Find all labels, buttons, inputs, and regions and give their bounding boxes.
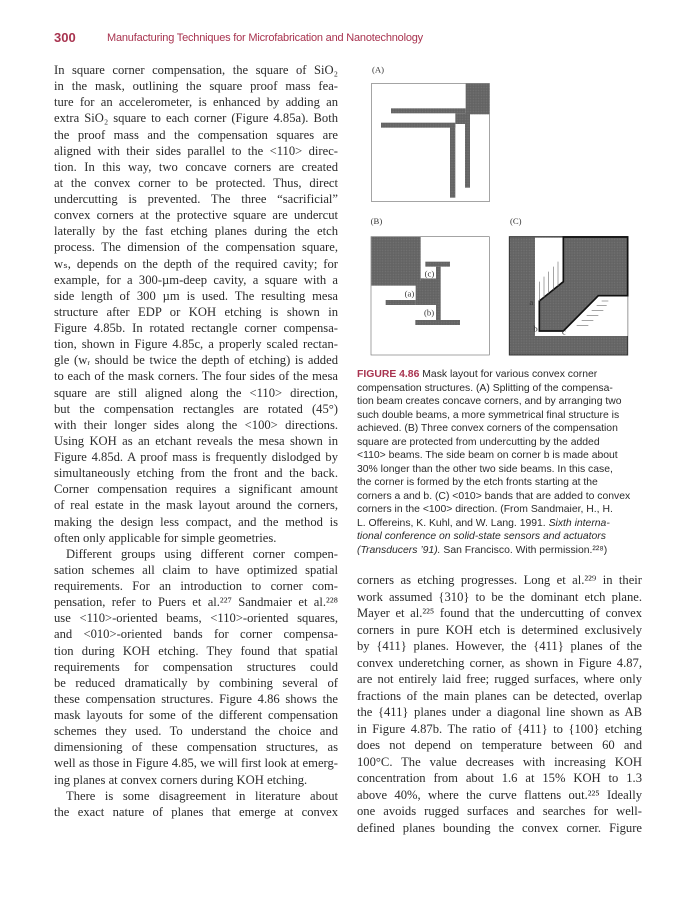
text-line: Mayer et al.²²⁵ found that the undercutting of convex bbox=[357, 606, 642, 620]
panel-b bbox=[371, 216, 490, 355]
text-line: In square corner compensation, the square of SiO₂ bbox=[54, 63, 338, 77]
caption-line: the corner is formed by the etch fronts starting at the bbox=[357, 477, 598, 488]
caption-line: compensation structures. (A) Splitting of the compensa- bbox=[357, 382, 613, 394]
label-a: (a) bbox=[404, 288, 415, 299]
text-line: one avoids rugged surfaces and searches for well- bbox=[357, 804, 642, 818]
text-line: Corner compensation requires a significant amount bbox=[54, 482, 338, 497]
caption-line: L. Offereins, K. Kuhl, and W. Lang. 1991. bbox=[357, 517, 549, 529]
figure-label: FIGURE 4.86 bbox=[357, 369, 420, 380]
text-line: schemes they used. To understand the choice and bbox=[54, 724, 338, 739]
label-c: (c) bbox=[424, 268, 435, 279]
text-line: often only applicable for simple geometries. bbox=[54, 530, 277, 545]
caption-line: achieved. (B) Three convex corners of the compensation bbox=[357, 423, 618, 434]
panel-c bbox=[509, 216, 627, 355]
page-number: 300 bbox=[54, 30, 76, 45]
text-line: undercutting is prevented. The three “sacrificial” bbox=[54, 192, 338, 206]
text-line: the exact nature of planes that emerge at convex bbox=[54, 804, 338, 819]
panel-label-a: (A) bbox=[372, 64, 385, 75]
running-title: Manufacturing Techniques for Microfabrication and Nanotechnology bbox=[107, 32, 423, 44]
caption-line: tion beam creates concave corners, and by arranging two bbox=[357, 396, 622, 407]
text-line: wₛ, depends on the depth of the required cavity; for bbox=[54, 256, 338, 271]
text-line: tion during KOH etching. They found that spatial bbox=[54, 643, 338, 658]
text-line: with their longer sides along the <100> directions. bbox=[54, 417, 338, 432]
text-line: in the mask, outlining the square proof mass fea- bbox=[54, 79, 338, 94]
text-line: dimensioning of these compensation structures, as bbox=[54, 740, 338, 755]
text-line: are not entirely laid free; rugged surfaces, where only bbox=[357, 672, 642, 686]
label-b: (b) bbox=[424, 307, 435, 318]
text-line: the proof mass and the compensation squares are bbox=[54, 127, 338, 142]
text-line: of real estate in the mask layout around the corners, bbox=[54, 498, 338, 513]
text-line: concentration from about 1.6 at 15% KOH to 1.3 bbox=[357, 771, 642, 785]
text-line: above 40%, where the curve flattens out.²²⁵ Ideally bbox=[357, 787, 642, 802]
text-line: Figure 4.85d. A proof mass is frequently dislodged by bbox=[54, 450, 338, 464]
text-line: structure after EDP or KOH etching is shown in bbox=[54, 304, 338, 319]
text-line: requirements for compensation structures could bbox=[54, 659, 338, 674]
figure-4-86 bbox=[350, 55, 650, 360]
panel-a bbox=[372, 64, 490, 201]
text-line: to each of the mask corners. The four sides of the mesa bbox=[54, 369, 338, 384]
caption-line: corners in the <100> direction. (From Sandmaier, H., H. bbox=[357, 504, 613, 515]
text-line: 100°C. The value decreases with increasing KOH bbox=[357, 754, 642, 769]
text-line: these compensation structures. Figure 4.86 shows the bbox=[54, 691, 338, 706]
panel-label-b: (B) bbox=[370, 216, 383, 226]
text-line: aligned with their sides parallel to the <110> direc- bbox=[54, 143, 338, 158]
text-line: extra SiO₂ square to each corner (Figure 4.85a). Both bbox=[54, 111, 338, 126]
caption-citation-title: (Transducers ’91). bbox=[357, 544, 441, 556]
text-line: Figure 4.85b. In rotated rectangle corner compensa- bbox=[54, 321, 338, 335]
text-line: by {411} planes. However, the {411} planes of the bbox=[357, 639, 642, 653]
text-line: tion, shown in Figure 4.85c, a properly scaled rectan- bbox=[54, 337, 338, 352]
text-line: example, for a 300-µm-deep cavity, a square with a bbox=[54, 272, 338, 287]
caption-line: Mask layout for various convex corner bbox=[419, 369, 598, 380]
text-line: convex corners at the protective square are undercut bbox=[54, 208, 338, 223]
caption-line: square are protected from undercutting by the added bbox=[357, 436, 600, 448]
text-line: making the design less compact, and the method is bbox=[54, 514, 338, 529]
text-line: There is some disagreement in literature about bbox=[66, 788, 338, 803]
text-line: simultaneously etching from the front and the back. bbox=[54, 466, 338, 481]
text-line: Using KOH as an etchant reveals the mesa shown in bbox=[54, 433, 338, 448]
text-line: ing planes at convex corners during KOH etching. bbox=[54, 772, 308, 787]
text-line: corners in pure KOH etch is determined exclusively bbox=[357, 622, 642, 637]
text-line: convex underetching corner, as shown in Figure 4.87, bbox=[357, 655, 642, 670]
c-label-c: c bbox=[562, 326, 566, 337]
caption-line: such double beams, a more symmetrical final structure is bbox=[357, 409, 620, 421]
text-line: process. The dimension of the compensation square, bbox=[54, 240, 338, 255]
caption-citation-title: tional conference on solid-state sensors and actuators bbox=[357, 531, 606, 542]
text-line: sation schemes all claim to have optimized spatial bbox=[54, 562, 338, 577]
left-text-column bbox=[54, 62, 338, 820]
text-line: mask layouts for some of the different compensation bbox=[54, 708, 338, 722]
text-line: Different groups using different corner compen- bbox=[66, 546, 338, 561]
c-label-b: b bbox=[533, 323, 538, 334]
figure-caption bbox=[357, 368, 647, 557]
text-line: side length of 300 µm is used. The resulting mesa bbox=[54, 288, 338, 303]
text-line: the {411} planes under a diagonal line shown as AB bbox=[357, 705, 642, 719]
text-line: gle (wᵣ should be twice the depth of etching) is added bbox=[54, 353, 338, 368]
text-line: defined planes bounding the convex corner. Figure bbox=[357, 820, 642, 835]
text-line: fractions of the main planes can be detected, overlap bbox=[357, 688, 642, 703]
text-line: be reduced dramatically by combining several of bbox=[54, 675, 338, 690]
right-text-column bbox=[357, 572, 642, 836]
text-line: requirements. For an introduction to corner com- bbox=[54, 579, 338, 593]
caption-citation-title: Sixth interna- bbox=[548, 517, 610, 529]
text-line: well as those in Figure 4.85, we will first look at emerg- bbox=[54, 756, 338, 771]
panel-label-c: (C) bbox=[510, 216, 522, 226]
c-label-a: a bbox=[529, 297, 534, 307]
text-line: laterally by the fast etching planes during the etch bbox=[54, 224, 338, 239]
text-line: and <010>-oriented bands for corner compensa- bbox=[54, 627, 338, 642]
text-line: work assumed {310} to be the dominant etch plane. bbox=[357, 589, 642, 604]
text-line: at the convex corner to be protected. Thus, direct bbox=[54, 175, 338, 190]
caption-line: San Francisco. With permission.²²⁸) bbox=[440, 544, 608, 556]
text-line: but the compensation rectangles are rotated (45°) bbox=[54, 401, 338, 416]
text-line: does not depend on temperature between 60 and bbox=[357, 738, 642, 752]
text-line: in Figure 4.87b. The ratio of {411} to {100} etching bbox=[357, 721, 642, 736]
caption-line: <110> beams. The side beam on corner b is made about bbox=[357, 450, 618, 461]
text-line: pensation, refer to Puers et al.²²⁷ Sandmaier et al.²²⁸ bbox=[54, 595, 338, 610]
text-line: use <110>-oriented beams, <110>-oriented squares, bbox=[54, 611, 338, 626]
caption-line: 30% longer than the other two side beams. In this case, bbox=[357, 463, 613, 475]
text-line: tion. In this way, two concave corners are created bbox=[54, 159, 338, 174]
text-line: ture for an accelerometer, is enhanced by adding an bbox=[54, 95, 338, 110]
text-line: square are still aligned along the <110> direction, bbox=[54, 385, 338, 400]
text-line: corners as etching progresses. Long et al.²²⁹ in their bbox=[357, 573, 642, 587]
caption-line: corners a and b. (C) <010> bands that are added to convex bbox=[357, 490, 631, 502]
